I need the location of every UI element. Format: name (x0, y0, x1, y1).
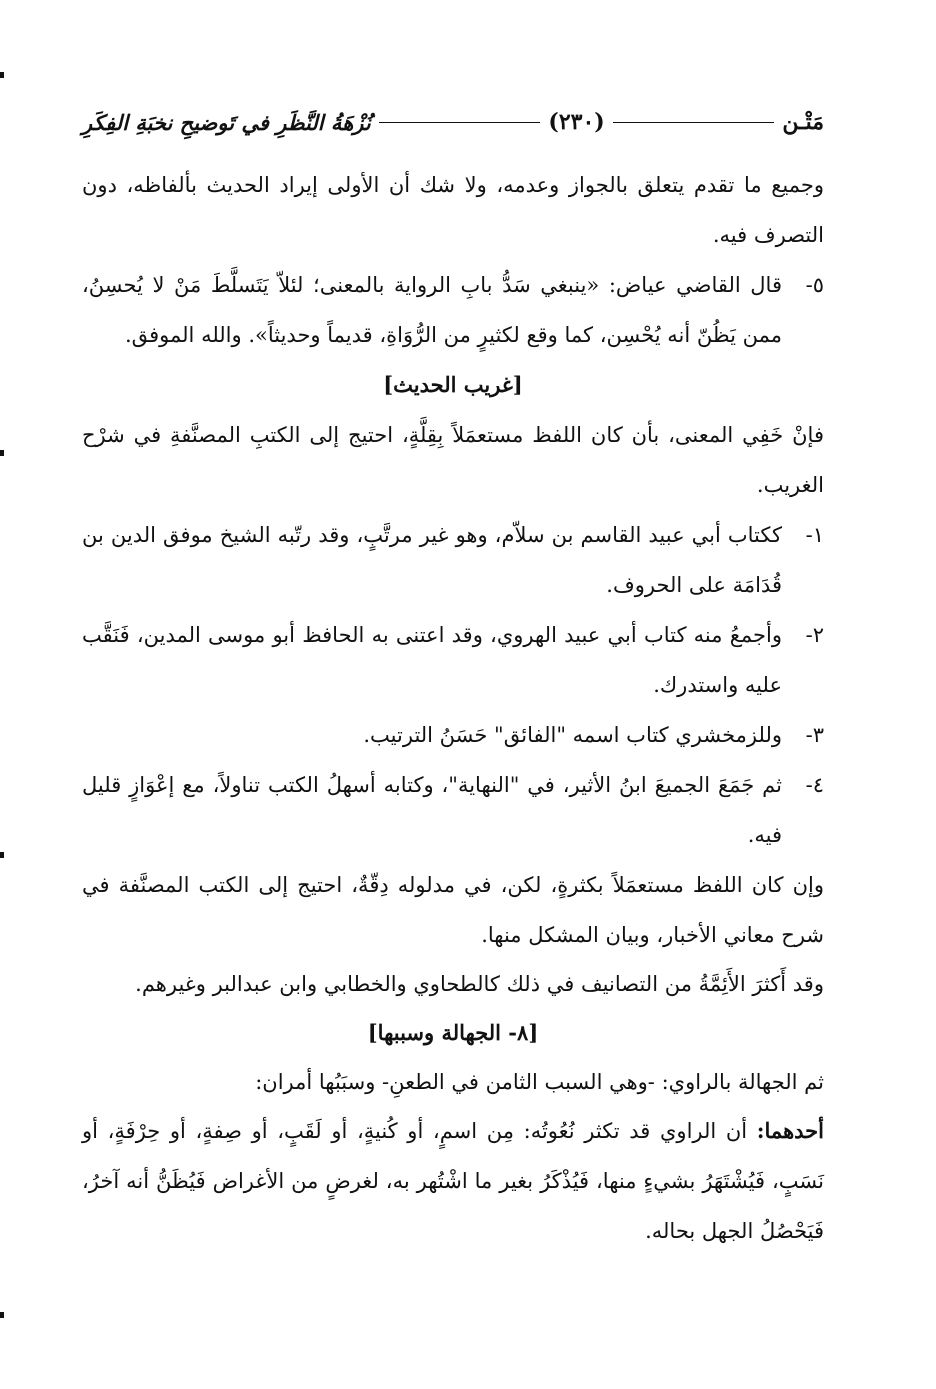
page-body (82, 160, 824, 1256)
item-number: ٥- (805, 273, 824, 297)
item-number: ١- (805, 523, 824, 547)
margin-mark (0, 450, 4, 456)
item-text: وأجمعُ منه كتاب أبي عبيد الهروي، وقد اعتنى به الحافظ أبو موسى المدين، فَنَقَّب عليه واستدرك. (82, 623, 782, 697)
margin-mark (0, 72, 4, 78)
item-number: ٤- (805, 773, 824, 797)
paragraph: ثم الجهالة بالراوي: -وهي السبب الثامن في الطعنِ- وسبَبُها أمران: (255, 1070, 824, 1094)
numbered-item (82, 610, 824, 710)
header-matn: مَتْـن (782, 109, 824, 135)
header-rule (379, 122, 541, 123)
numbered-item (82, 510, 824, 610)
header-rule (613, 122, 775, 123)
paragraph: وقد أَكثرَ الأَئِمَّةُ من التصانيف في ذلك كالطحاوي والخطابي وابن عبدالبر وغيرهم. (135, 972, 824, 996)
item-number: ٢- (805, 623, 824, 647)
paragraph (82, 1106, 824, 1256)
margin-mark (0, 852, 4, 858)
paragraph-text: أن الراوي قد تكثر نُعُوتُه: مِن اسمٍ، أو كُنيةٍ، أو لَقَبٍ، أو صِفةٍ، أو حِرْفَةٍ، أو نَسَبٍ، فَيُشْتَهَرُ بشيءٍ منها، فَيُذْكَرُ بغير ما اشْتُهر به، لغرضٍ من الأغراض فَيُظَنُّ أنه آخرُ، فَيَحْصُلُ الجهل بحاله. (82, 1119, 824, 1243)
book-title: نُزْهَةُ النَّظَرِ في تَوضيحِ نخبَةِ الفِكَرِ (82, 109, 371, 135)
item-number: ٣- (805, 723, 824, 747)
numbered-item (82, 760, 824, 860)
item-text: قال القاضي عياض: «ينبغي سَدُّ بابِ الرواية بالمعنى؛ لئلاّ يَتَسلَّطَ مَنْ لا يُحسِنُ، ممن يَظُنّ أنه يُحْسِن، كما وقع لكثيرٍ من الرُّوَاةِ، قديماً وحديثاً». والله الموفق. (82, 273, 782, 347)
item-text: وللزمخشري كتاب اسمه "الفائق" حَسَنُ الترتيب. (363, 723, 782, 747)
running-header (82, 102, 824, 142)
paragraph: فإنْ خَفِي المعنى، بأن كان اللفظ مستعمَلاً بِقِلَّةٍ، احتيج إلى الكتبِ المصنَّفةِ في شرْح الغريب. (82, 423, 824, 497)
page-number: (٢٣٠) (548, 109, 605, 135)
item-text: ككتاب أبي عبيد القاسم بن سلاّم، وهو غير مرتَّبٍ، وقد رتّبه الشيخ موفق الدين بن قُدَامَة على الحروف. (82, 523, 782, 597)
numbered-item (82, 710, 824, 760)
numbered-item (82, 260, 824, 360)
paragraph-lead: أحدهما: (756, 1118, 824, 1143)
item-text: ثم جَمَعَ الجميعَ ابنُ الأثير، في "النهاية"، وكتابه أسهلُ الكتب تناولاً، مع إعْوَازٍ قليل فيه. (82, 773, 782, 847)
paragraph: وجميع ما تقدم يتعلق بالجواز وعدمه، ولا شك أن الأولى إيراد الحديث بألفاظه، دون التصرف فيه. (82, 173, 824, 247)
paragraph: وإن كان اللفظ مستعمَلاً بكثرةٍ، لكن، في مدلوله دِقّةٌ، احتيج إلى الكتب المصنَّفة في شرح معاني الأخبار، وبيان المشكل منها. (82, 873, 824, 947)
section-heading: [غريب الحديث] (383, 372, 523, 397)
margin-mark (0, 1312, 4, 1318)
section-heading: [٨- الجهالة وسببها] (367, 1020, 539, 1045)
